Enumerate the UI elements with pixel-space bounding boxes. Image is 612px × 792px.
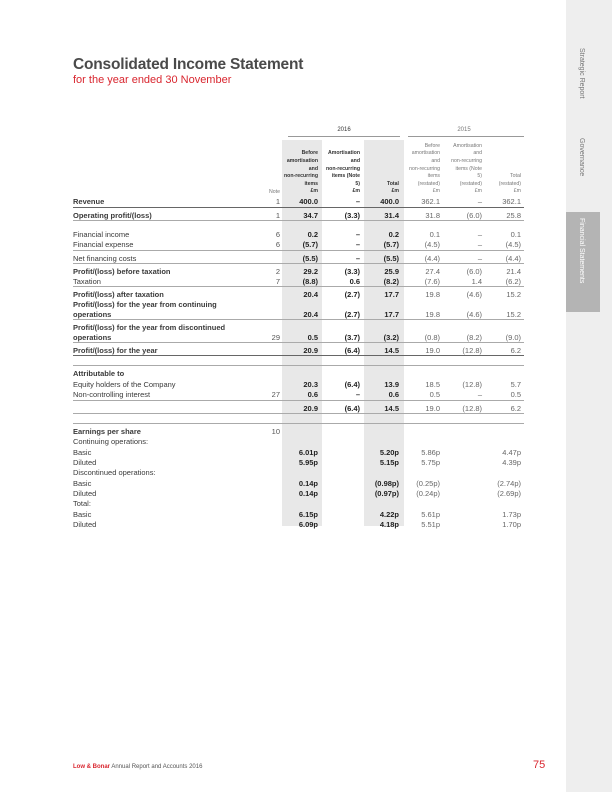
row-note: 10 <box>271 427 280 436</box>
row-label: Profit/(loss) for the year from continuing <box>73 300 217 309</box>
row-value: 5.86p <box>421 448 440 457</box>
year-current: 2016 <box>337 127 351 133</box>
table-rule <box>73 250 524 251</box>
row-value: 21.4 <box>506 267 521 276</box>
row-value: 4.22p <box>379 510 399 519</box>
row-label: Discontinued operations: <box>73 468 156 477</box>
row-note: 27 <box>271 390 280 399</box>
page-title: Consolidated Income Statement <box>73 56 304 73</box>
row-value: 362.1 <box>421 197 440 206</box>
row-value: 400.0 <box>380 197 399 206</box>
row-value: 5.61p <box>421 510 440 519</box>
row-value: 5.75p <box>421 458 440 467</box>
row-value: 31.8 <box>425 211 440 220</box>
row-value: (4.4) <box>505 254 521 263</box>
table-row <box>73 310 524 320</box>
row-value: 31.4 <box>384 211 399 220</box>
column-header: Before amortisation and non-recurring items £m <box>283 150 318 195</box>
row-note: 6 <box>275 230 280 239</box>
row-label: Earnings per share <box>73 427 141 436</box>
row-label: Basic <box>73 510 92 519</box>
row-value: 19.8 <box>425 290 440 299</box>
row-note: 29 <box>271 333 280 342</box>
table-row <box>73 489 524 499</box>
row-label: Basic <box>73 448 92 457</box>
row-value: 1.73p <box>502 510 521 519</box>
column-header: Total £m <box>386 180 399 195</box>
table-row <box>73 510 524 520</box>
row-value: 4.39p <box>502 458 521 467</box>
row-value: 0.5 <box>510 390 521 399</box>
row-value: (6.4) <box>344 346 360 355</box>
table-row <box>73 369 524 379</box>
row-label: Profit/(loss) before taxation <box>73 267 171 276</box>
table-row <box>73 211 524 221</box>
row-value: (4.4) <box>424 254 440 263</box>
table-row <box>73 346 524 356</box>
row-value: – <box>477 240 482 249</box>
row-value: (6.0) <box>466 211 482 220</box>
row-value: 19.0 <box>425 346 440 355</box>
row-value: (4.6) <box>466 310 482 319</box>
row-label: Taxation <box>73 277 101 286</box>
row-value: – <box>355 197 360 206</box>
row-value: (8.2) <box>466 333 482 342</box>
row-value: 14.5 <box>384 404 399 413</box>
row-value: (4.6) <box>466 290 482 299</box>
table-row <box>73 333 524 343</box>
row-value: 34.7 <box>303 211 318 220</box>
row-value: (6.4) <box>344 404 360 413</box>
table-row <box>73 437 524 447</box>
row-value: (3.3) <box>344 211 360 220</box>
row-label: Continuing operations: <box>73 437 149 446</box>
row-label: Profit/(loss) for the year from discontinued <box>73 323 226 332</box>
year-prior: 2015 <box>457 127 471 133</box>
row-value: – <box>477 197 482 206</box>
row-value: 14.5 <box>384 346 399 355</box>
table-row <box>73 323 524 333</box>
table-row <box>73 390 524 400</box>
row-value: – <box>355 230 360 239</box>
row-value: (8.2) <box>383 277 399 286</box>
table-row <box>73 300 524 310</box>
row-value: 17.7 <box>384 290 399 299</box>
row-value: – <box>477 254 482 263</box>
year-prior-rule <box>408 136 524 137</box>
column-header: Amortisation and non-recurring items (Note 5) £m <box>325 150 360 195</box>
sidebar-tab-strategic-report[interactable] <box>566 42 600 132</box>
row-value: 19.0 <box>425 404 440 413</box>
footer-text: Annual Report and Accounts 2016 <box>111 764 203 770</box>
row-value: (2.74p) <box>497 479 521 488</box>
row-value: 6.2 <box>510 346 521 355</box>
row-label: Equity holders of the Company <box>73 380 176 389</box>
row-value: (8.8) <box>302 277 318 286</box>
row-value: (2.7) <box>344 290 360 299</box>
row-label: operations <box>73 310 112 319</box>
row-value: – <box>477 390 482 399</box>
row-value: 5.15p <box>379 458 399 467</box>
sidebar-tab-financial-statements[interactable] <box>566 212 600 312</box>
row-note: 1 <box>275 211 280 220</box>
row-value: 20.9 <box>303 404 318 413</box>
row-value: 6.09p <box>298 520 318 529</box>
row-value: 6.15p <box>298 510 318 519</box>
row-label: Net financing costs <box>73 254 137 263</box>
page-number: 75 <box>533 759 546 771</box>
row-value: (3.3) <box>344 267 360 276</box>
row-value: (0.98p) <box>374 479 399 488</box>
row-value: (5.7) <box>383 240 399 249</box>
row-label: Total: <box>73 499 91 508</box>
row-label: Diluted <box>73 520 97 529</box>
sidebar-tab-label: Financial Statements <box>578 218 585 284</box>
footer <box>73 764 202 770</box>
row-value: 4.18p <box>379 520 399 529</box>
row-value: (0.24p) <box>416 489 440 498</box>
column-header: Amortisation and non-recurring items (Note 5) (restated) £m <box>451 142 482 195</box>
row-value: – <box>477 230 482 239</box>
column-header: Total (restated) £m <box>498 173 521 195</box>
row-label: Basic <box>73 479 92 488</box>
row-value: 13.9 <box>384 380 399 389</box>
row-value: 0.1 <box>429 230 440 239</box>
table-row <box>73 254 524 264</box>
row-value: (6.0) <box>466 267 482 276</box>
page-subtitle: for the year ended 30 November <box>73 74 232 86</box>
sidebar-tab-label: Governance <box>578 138 585 177</box>
row-note: 7 <box>275 277 280 286</box>
row-value: (12.8) <box>462 346 482 355</box>
row-note: 1 <box>275 197 280 206</box>
row-value: 1.70p <box>502 520 521 529</box>
row-value: (4.5) <box>424 240 440 249</box>
row-label: Profit/(loss) after taxation <box>73 290 164 299</box>
table-row <box>73 468 524 478</box>
row-label: Revenue <box>73 197 105 206</box>
sidebar-tab-governance[interactable] <box>566 132 600 212</box>
row-value: 29.2 <box>303 267 318 276</box>
table-row <box>73 479 524 489</box>
table-row <box>73 240 524 250</box>
row-value: (3.7) <box>344 333 360 342</box>
row-value: (5.5) <box>302 254 318 263</box>
row-value: 0.2 <box>388 230 399 239</box>
table-row <box>73 197 524 207</box>
row-value: 0.6 <box>388 390 399 399</box>
sidebar-tab-label: Strategic Report <box>578 48 585 99</box>
row-value: – <box>355 390 360 399</box>
row-value: 0.6 <box>307 390 318 399</box>
row-value: 20.4 <box>303 290 318 299</box>
row-label: Operating profit/(loss) <box>73 211 152 220</box>
row-value: (9.0) <box>505 333 521 342</box>
row-value: 5.51p <box>421 520 440 529</box>
row-value: (4.5) <box>505 240 521 249</box>
table-row <box>73 520 524 530</box>
row-note: 6 <box>275 240 280 249</box>
row-value: (5.5) <box>383 254 399 263</box>
row-value: (0.8) <box>424 333 440 342</box>
row-label: Non-controlling interest <box>73 390 151 399</box>
table-row <box>73 277 524 287</box>
row-value: 27.4 <box>425 267 440 276</box>
table-row <box>73 499 524 509</box>
row-value: 4.47p <box>502 448 521 457</box>
row-value: 400.0 <box>299 197 318 206</box>
row-value: 25.9 <box>384 267 399 276</box>
row-value: 19.8 <box>425 310 440 319</box>
row-value: 20.3 <box>303 380 318 389</box>
row-label: Financial expense <box>73 240 134 249</box>
row-value: (6.4) <box>344 380 360 389</box>
row-value: 6.2 <box>510 404 521 413</box>
row-label: Diluted <box>73 489 97 498</box>
row-value: – <box>355 240 360 249</box>
column-header-note: Note <box>269 189 280 195</box>
row-value: – <box>355 254 360 263</box>
row-value: 0.2 <box>307 230 318 239</box>
row-label: Diluted <box>73 458 97 467</box>
row-value: 5.95p <box>298 458 318 467</box>
row-value: 362.1 <box>502 197 521 206</box>
row-value: 5.7 <box>510 380 521 389</box>
row-label: operations <box>73 333 112 342</box>
section-sidebar <box>566 0 612 792</box>
row-value: (5.7) <box>302 240 318 249</box>
table-rule <box>73 207 524 208</box>
row-value: 0.5 <box>307 333 318 342</box>
row-value: 5.20p <box>379 448 399 457</box>
row-value: (2.69p) <box>497 489 521 498</box>
table-rule <box>73 423 524 424</box>
table-row <box>73 380 524 390</box>
row-value: (6.2) <box>505 277 521 286</box>
row-value: (2.7) <box>344 310 360 319</box>
row-label: Profit/(loss) for the year <box>73 346 158 355</box>
row-value: 0.6 <box>349 277 360 286</box>
table-row <box>73 230 524 240</box>
footer-brand: Low & Bonar <box>73 764 110 770</box>
table-rule <box>73 400 524 401</box>
row-value: (3.2) <box>383 333 399 342</box>
row-value: 17.7 <box>384 310 399 319</box>
row-value: (12.8) <box>462 404 482 413</box>
row-note: 2 <box>275 267 280 276</box>
row-value: 0.14p <box>298 489 318 498</box>
table-row <box>73 290 524 300</box>
row-value: (0.97p) <box>374 489 399 498</box>
year-current-rule <box>288 136 400 137</box>
table-row <box>73 448 524 458</box>
table-row <box>73 427 524 437</box>
table-row <box>73 458 524 468</box>
table-row <box>73 267 524 277</box>
row-label: Attributable to <box>73 369 125 378</box>
row-value: 6.01p <box>298 448 318 457</box>
row-value: 15.2 <box>506 290 521 299</box>
row-label: Financial income <box>73 230 130 239</box>
row-value: (12.8) <box>462 380 482 389</box>
row-value: (7.6) <box>424 277 440 286</box>
row-value: (0.25p) <box>416 479 440 488</box>
row-value: 15.2 <box>506 310 521 319</box>
table-rule <box>73 365 524 366</box>
row-value: 25.8 <box>506 211 521 220</box>
row-value: 20.4 <box>303 310 318 319</box>
row-value: 18.5 <box>425 380 440 389</box>
row-value: 0.1 <box>510 230 521 239</box>
column-header: Before amortisation and non-recurring items (restated) £m <box>409 142 440 195</box>
table-row <box>73 404 524 414</box>
row-value: 1.4 <box>471 277 482 286</box>
row-value: 20.9 <box>303 346 318 355</box>
row-value: 0.14p <box>298 479 318 488</box>
row-value: 0.5 <box>429 390 440 399</box>
